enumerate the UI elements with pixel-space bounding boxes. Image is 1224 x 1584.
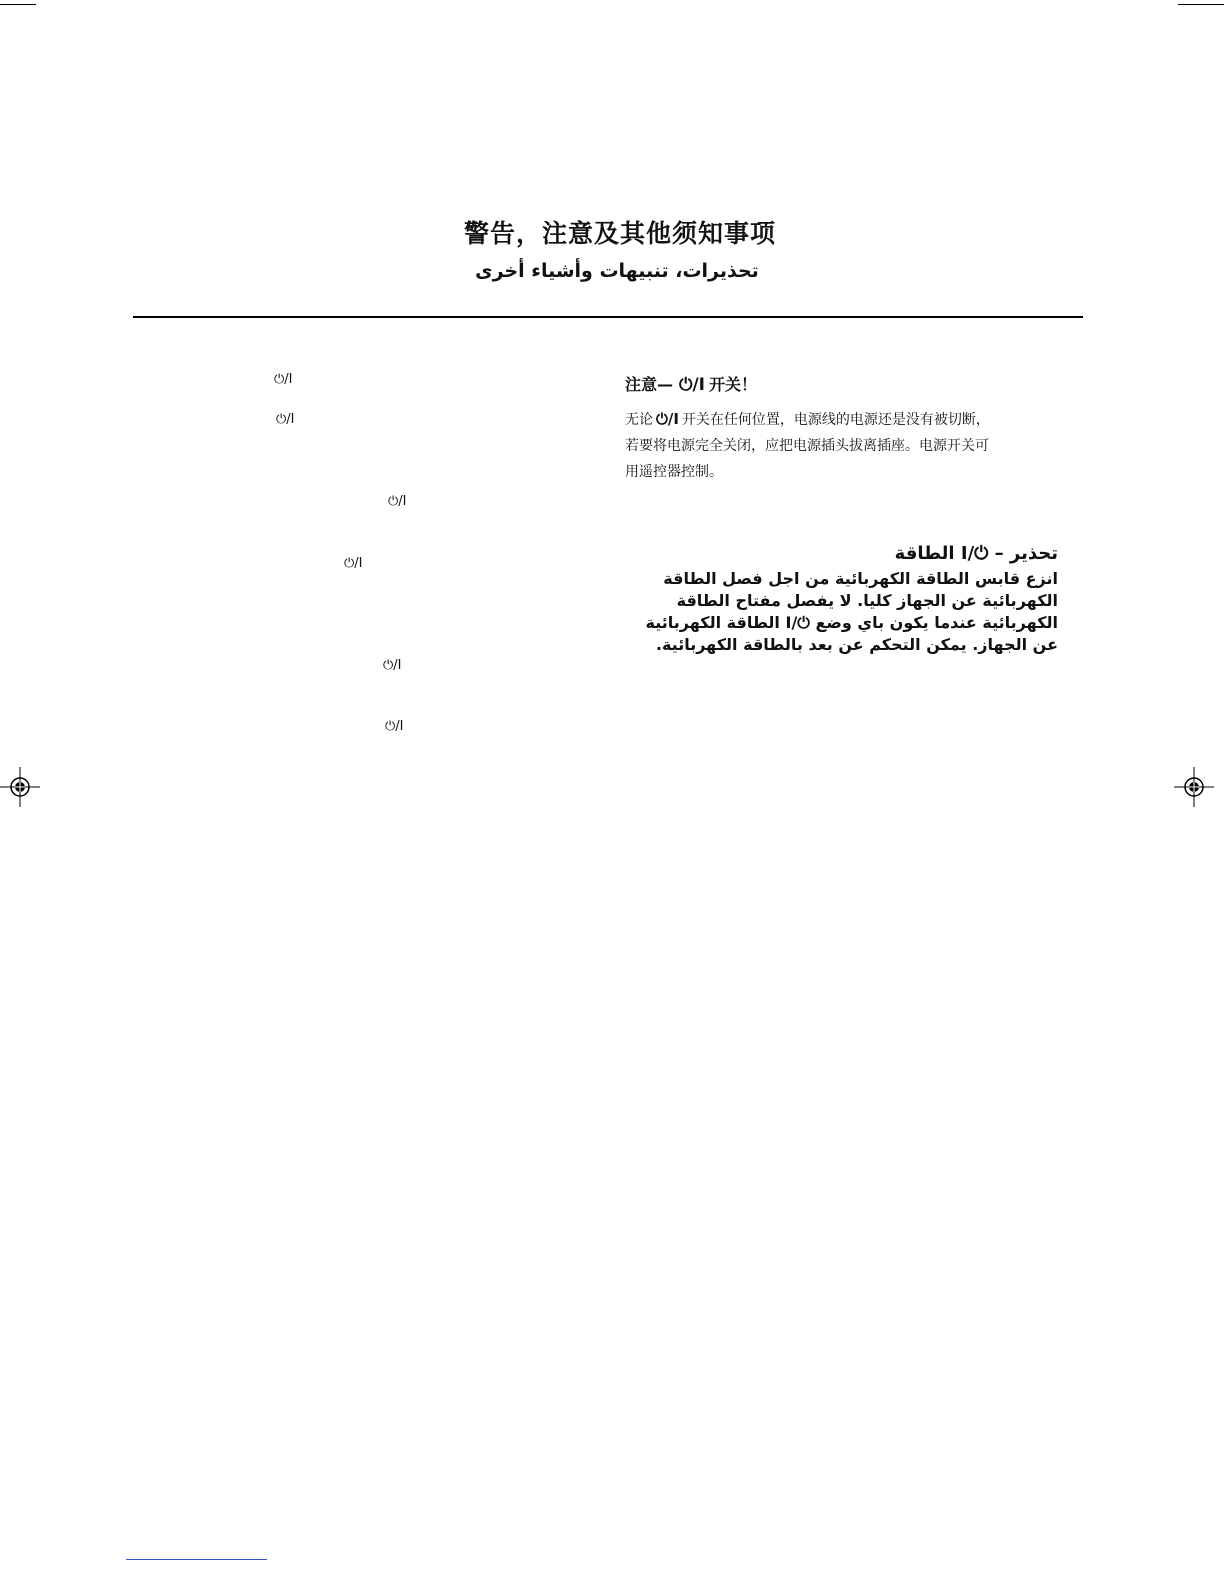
power-symbol-icon: ⏻/I <box>388 494 407 509</box>
warning-line-1: انزع قابس الطاقة الكهربائية من اجل فصل الطاقة <box>663 569 1058 588</box>
caution-line-1 <box>625 406 1065 433</box>
registration-mark-left-icon <box>0 767 40 807</box>
warning-body-arabic <box>618 568 1058 656</box>
caution-body-chinese <box>625 406 1065 485</box>
warning-line-2: الكهربائية عن الجهاز كليا. لا يفصل مفتاح الطاقة <box>676 591 1058 610</box>
caution-line-1-suffix: 开关在任何位置，电源线的电源还是没有被切断， <box>681 412 990 428</box>
crop-mark-top-left <box>0 4 36 5</box>
footer-rule <box>126 1559 267 1560</box>
caution-heading-prefix: 注意— <box>625 375 674 394</box>
warning-line-4: عن الجهاز. يمكن التحكم عن بعد بالطاقة الكهربائية. <box>655 635 1058 654</box>
registration-mark-right-icon <box>1174 767 1214 807</box>
caution-line-1-prefix: 无论 <box>625 412 653 428</box>
caution-line-3: 用遥控器控制。 <box>625 464 723 480</box>
power-symbol-icon: ⏻/I <box>274 372 293 387</box>
power-symbol-icon: ⏻/I <box>344 556 363 571</box>
page-title-arabic: تحذيرات، تنبيهات وأشياء أخرى <box>475 260 759 282</box>
power-symbol-icon: ⏻/I <box>679 375 705 395</box>
warning-line-3: الكهربائية عندما يكون باي وضع ⏻/I الطاقة الكهربائية <box>645 613 1058 632</box>
page-title-chinese: 警告，注意及其他须知事项 <box>463 219 776 248</box>
title-divider <box>133 316 1083 318</box>
caution-heading-suffix: 开关！ <box>709 375 758 394</box>
power-symbol-icon: ⏻/I <box>383 658 402 673</box>
warning-heading-arabic: تحذير – ⏻/I الطاقة <box>894 543 1058 564</box>
crop-mark-top-right <box>1178 4 1224 5</box>
power-symbol-icon: ⏻/I <box>276 412 295 427</box>
power-symbol-icon: ⏻/I <box>656 410 679 428</box>
caution-line-2: 若要将电源完全关闭，应把电源插头拔离插座。电源开关可 <box>625 438 989 454</box>
caution-heading-chinese <box>625 372 757 395</box>
power-symbol-icon: ⏻/I <box>385 719 404 734</box>
